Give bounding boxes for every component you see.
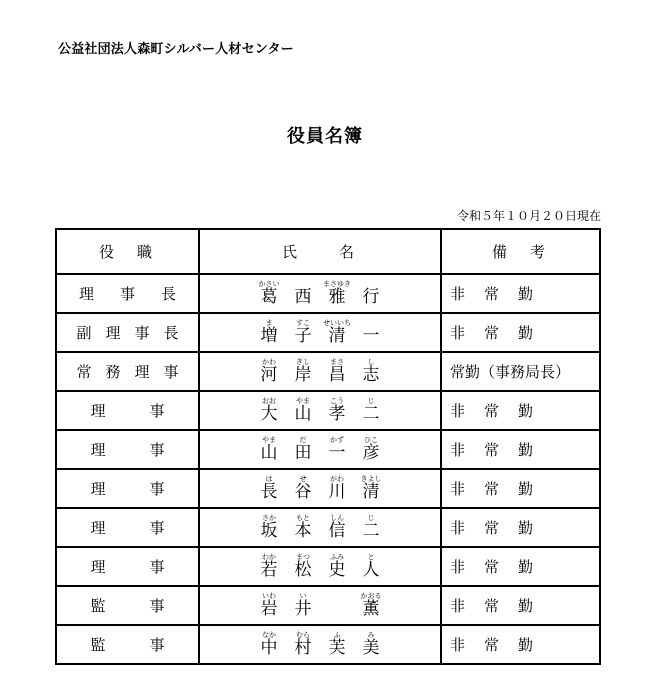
table-row <box>56 430 600 469</box>
name-cell <box>199 391 441 430</box>
role-cell <box>56 391 199 430</box>
note-cell <box>441 547 600 586</box>
furigana: かおる <box>360 592 382 600</box>
furigana: ふみ <box>330 553 344 561</box>
name-char <box>354 592 388 619</box>
table-row <box>56 352 600 391</box>
role-text: 理 事 <box>90 441 165 459</box>
name-cell <box>199 352 441 391</box>
name-char <box>354 319 388 346</box>
kanji: 本 <box>294 521 312 541</box>
furigana: まさ <box>330 358 344 366</box>
note-cell <box>441 508 600 547</box>
name-char <box>286 280 320 307</box>
role-cell <box>56 352 199 391</box>
table-row <box>56 547 600 586</box>
name-char <box>252 592 286 619</box>
name-char <box>320 514 354 541</box>
furigana: は <box>265 475 273 483</box>
name-char <box>354 514 388 541</box>
kanji: 子 <box>294 326 312 346</box>
kanji: 松 <box>294 560 312 580</box>
role-cell <box>56 625 199 664</box>
name-cell <box>199 430 441 469</box>
role-text: 理 事 <box>90 402 165 420</box>
role-text: 副 理 事 長 <box>76 324 179 342</box>
name-char <box>252 553 286 580</box>
name-char <box>252 475 286 502</box>
note-cell <box>441 469 600 508</box>
furigana: ぎし <box>296 358 310 366</box>
furigana: し <box>367 358 375 366</box>
name-char <box>320 358 354 385</box>
kanji: 一 <box>328 443 346 463</box>
name-cell <box>199 547 441 586</box>
kanji: 清 <box>362 482 380 502</box>
role-text: 監 事 <box>90 597 165 615</box>
name-cell <box>199 274 441 313</box>
note-text: 非常勤 <box>450 285 553 303</box>
kanji: 田 <box>294 443 312 463</box>
kanji: 川 <box>328 482 346 502</box>
furigana: やま <box>262 436 276 444</box>
furigana: ひこ <box>364 436 378 444</box>
kanji: 信 <box>328 521 346 541</box>
kanji: 大 <box>260 404 278 424</box>
name-char <box>354 358 388 385</box>
table-row <box>56 313 600 352</box>
role-cell <box>56 430 199 469</box>
furigana: せ <box>299 475 307 483</box>
header-row <box>56 229 600 274</box>
note-cell <box>441 274 600 313</box>
note-text: 非常勤 <box>450 597 553 615</box>
role-text: 理 事 <box>90 558 165 576</box>
name-char <box>286 475 320 502</box>
kanji: 村 <box>294 638 312 658</box>
name-char <box>354 475 388 502</box>
header-name: 氏 名 <box>199 229 441 274</box>
kanji: 志 <box>362 365 380 385</box>
table-row <box>56 391 600 430</box>
name-char <box>320 475 354 502</box>
name-char <box>354 631 388 658</box>
note-text: 非常勤 <box>450 558 553 576</box>
furigana: きよし <box>360 475 382 483</box>
role-text: 常 務 理 事 <box>76 363 179 381</box>
name-char <box>286 553 320 580</box>
as-of-date: 令和５年１０月２０日現在 <box>456 209 601 223</box>
furigana: むら <box>296 631 310 639</box>
name-char <box>252 358 286 385</box>
kanji: 井 <box>294 599 312 619</box>
role-text: 理 事 <box>90 519 165 537</box>
name-cell <box>199 469 441 508</box>
name-char <box>354 280 388 307</box>
role-text: 理 事 長 <box>78 285 177 303</box>
note-cell <box>441 430 600 469</box>
note-text: 非常勤 <box>450 402 553 420</box>
furigana: わか <box>262 553 276 561</box>
role-cell <box>56 469 199 508</box>
kanji: 長 <box>260 482 278 502</box>
name-cell <box>199 625 441 664</box>
note-text: 非常勤 <box>450 441 553 459</box>
kanji: 葛 <box>260 287 278 307</box>
name-char <box>320 319 354 346</box>
furigana: まつ <box>296 553 310 561</box>
kanji: 山 <box>294 404 312 424</box>
name-cell <box>199 313 441 352</box>
kanji: 谷 <box>294 482 312 502</box>
kanji: 河 <box>260 365 278 385</box>
organization-name: 公益社団法人森町シルバー人材センター <box>58 42 294 57</box>
furigana: じ <box>367 514 375 522</box>
kanji: 清 <box>328 326 346 346</box>
table-row <box>56 469 600 508</box>
table-row <box>56 586 600 625</box>
furigana: まさゆき <box>323 280 351 288</box>
role-cell <box>56 274 199 313</box>
role-cell <box>56 313 199 352</box>
name-char <box>252 436 286 463</box>
note-text: 非常勤 <box>450 636 553 654</box>
note-cell <box>441 586 600 625</box>
kanji: 昌 <box>328 365 346 385</box>
furigana: と <box>367 553 375 561</box>
kanji: 孝 <box>328 404 346 424</box>
name-char <box>354 553 388 580</box>
furigana: じ <box>367 397 375 405</box>
name-char <box>252 631 286 658</box>
role-text: 理 事 <box>90 480 165 498</box>
name-char <box>252 319 286 346</box>
kanji: 美 <box>362 638 380 658</box>
name-char <box>252 514 286 541</box>
role-cell <box>56 586 199 625</box>
name-char <box>286 592 320 619</box>
table-row <box>56 508 600 547</box>
note-text: 常勤（事務局長） <box>450 363 571 381</box>
name-char <box>252 280 286 307</box>
kanji: 二 <box>362 521 380 541</box>
table-row <box>56 274 600 313</box>
name-char <box>320 436 354 463</box>
kanji: 薫 <box>362 599 380 619</box>
name-char <box>320 280 354 307</box>
furigana: み <box>367 631 375 639</box>
note-text: 非常勤 <box>450 480 553 498</box>
furigana: なか <box>262 631 276 639</box>
header-role: 役 職 <box>56 229 199 274</box>
kanji: 山 <box>260 443 278 463</box>
header-note: 備 考 <box>441 229 600 274</box>
note-text: 非常勤 <box>450 324 553 342</box>
note-text: 非常勤 <box>450 519 553 537</box>
note-cell <box>441 352 600 391</box>
furigana: やま <box>296 397 310 405</box>
kanji: 行 <box>362 287 380 307</box>
kanji: 中 <box>260 638 278 658</box>
kanji: 二 <box>362 404 380 424</box>
kanji: 岸 <box>294 365 312 385</box>
kanji: 西 <box>294 287 312 307</box>
note-cell <box>441 625 600 664</box>
note-cell <box>441 313 600 352</box>
furigana: がわ <box>330 475 344 483</box>
furigana: こう <box>330 397 344 405</box>
furigana: だ <box>299 436 307 444</box>
furigana: ま <box>265 319 273 327</box>
name-char <box>286 358 320 385</box>
kanji: 一 <box>362 326 380 346</box>
furigana: すこ <box>296 319 310 327</box>
role-text: 監 事 <box>90 636 165 654</box>
note-cell <box>441 391 600 430</box>
name-char <box>354 397 388 424</box>
name-cell <box>199 586 441 625</box>
kanji: 人 <box>362 560 380 580</box>
furigana: かわ <box>262 358 276 366</box>
officer-table <box>55 228 601 665</box>
kanji <box>329 600 346 619</box>
furigana: しん <box>330 514 344 522</box>
furigana: かず <box>330 436 344 444</box>
name-char <box>286 319 320 346</box>
table-row <box>56 625 600 664</box>
name-char <box>286 514 320 541</box>
furigana: い <box>299 592 307 600</box>
furigana: おお <box>262 397 276 405</box>
kanji: 雅 <box>328 287 346 307</box>
kanji: 岩 <box>260 599 278 619</box>
furigana: もと <box>296 514 310 522</box>
name-char <box>354 436 388 463</box>
name-char <box>320 553 354 580</box>
name-char <box>320 397 354 424</box>
name-char <box>320 592 354 619</box>
name-char <box>286 631 320 658</box>
role-cell <box>56 547 199 586</box>
name-char <box>252 397 286 424</box>
furigana: いわ <box>262 592 276 600</box>
kanji: 増 <box>260 326 278 346</box>
kanji: 史 <box>328 560 346 580</box>
furigana: かさい <box>258 280 280 288</box>
kanji: 坂 <box>260 521 278 541</box>
name-char <box>286 397 320 424</box>
role-cell <box>56 508 199 547</box>
furigana: せいいち <box>323 319 351 327</box>
kanji: 芙 <box>328 638 346 658</box>
name-char <box>286 436 320 463</box>
kanji: 若 <box>260 560 278 580</box>
furigana: ふ <box>333 631 341 639</box>
name-char <box>320 631 354 658</box>
page-title: 役員名簿 <box>287 126 363 147</box>
name-cell <box>199 508 441 547</box>
kanji: 彦 <box>362 443 380 463</box>
furigana: さか <box>262 514 276 522</box>
